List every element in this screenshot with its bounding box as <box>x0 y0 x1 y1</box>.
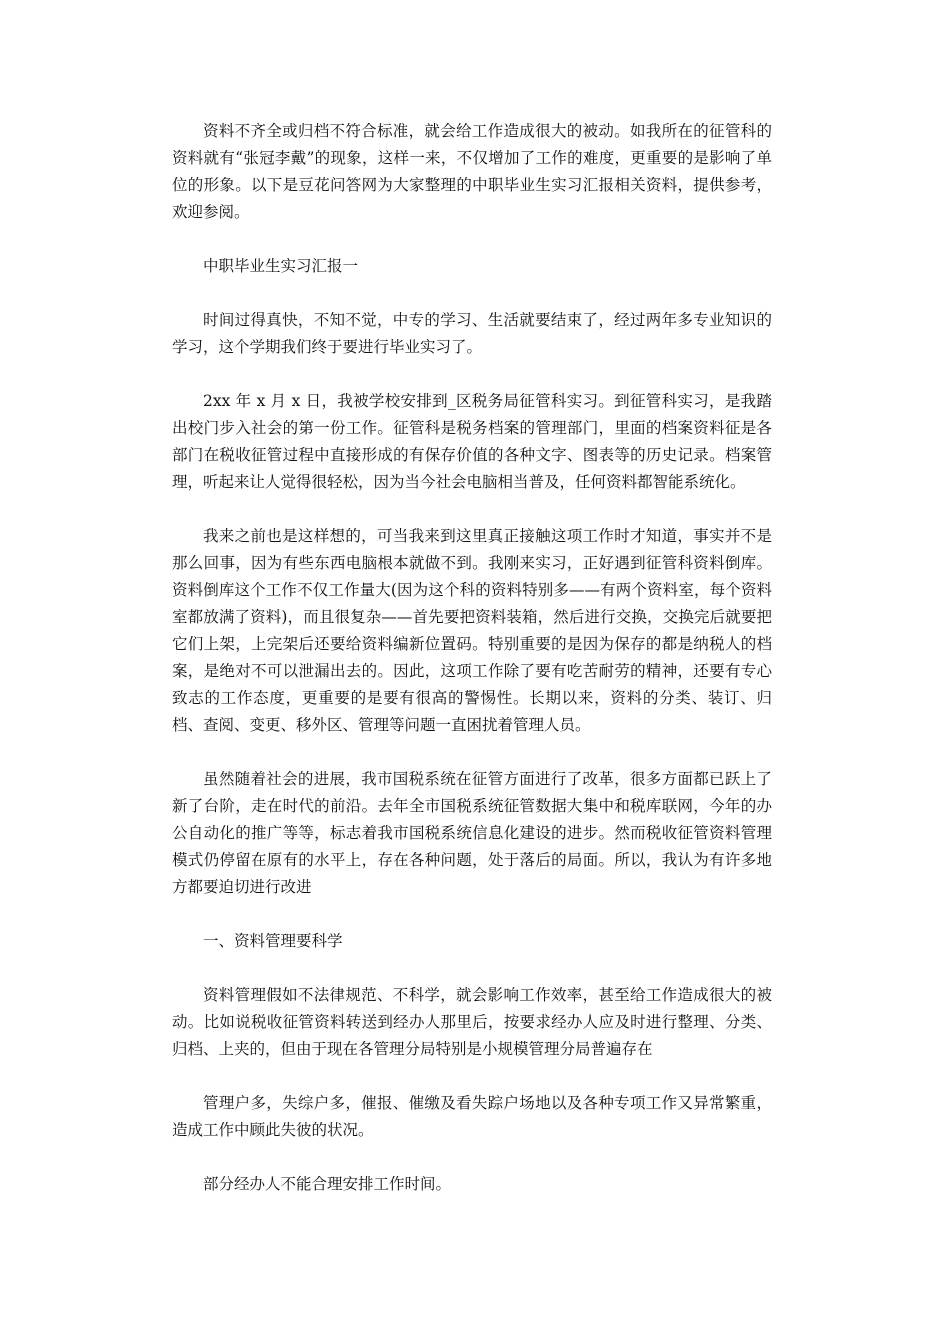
section-heading-data-management: 一、资料管理要科学 <box>203 932 343 950</box>
body-paragraph: 资料管理假如不法律规范、不科学，就会影响工作效率，甚至给工作造成很大的被动。比如说税收征管资料转送到经办人那里后，按要求经办人应及时进行整理、分类、归档、上夹的，但由于现在各管理分局特别是小规模管理分局普遍存在 <box>172 986 772 1058</box>
intro-paragraph: 资料不齐全或归档不符合标准，就会给工作造成很大的被动。如我所在的征管科的资料就有“张冠李戴”的现象，这样一来，不仅增加了工作的难度，更重要的是影响了单位的形象。以下是豆花问答网为大家整理的中职毕业生实习汇报相关资料，提供参考，欢迎参阅。 <box>172 122 772 221</box>
body-paragraph: 虽然随着社会的进展，我市国税系统在征管方面进行了改革，很多方面都已跃上了新了台阶，走在时代的前沿。去年全市国税系统征管数据大集中和税库联网，今年的办公自动化的推广等等，标志着我市国税系统信息化建设的进步。然而税收征管资料管理模式仍停留在原有的水平上，存在各种问题，处于落后的局面。所以，我认为有许多地方都要迫切进行改进 <box>172 770 772 896</box>
document-body <box>172 118 772 1225</box>
body-paragraph: 部分经办人不能合理安排工作时间。 <box>203 1175 452 1193</box>
section-heading-report-one: 中职毕业生实习汇报一 <box>203 257 359 275</box>
body-paragraph: 管理户多，失综户多，催报、催缴及看失踪户场地以及各种专项工作又异常繁重，造成工作中顾此失彼的状况。 <box>172 1094 772 1139</box>
body-paragraph: 2xx 年 x 月 x 日，我被学校安排到_区税务局征管科实习。到征管科实习，是我踏出校门步入社会的第一份工作。征管科是税务档案的管理部门，里面的档案资料征是各部门在税收征管过程中直接形成的有保存价值的各种文字、图表等的历史记录。档案管理，听起来让人觉得很轻松，因为当今社会电脑相当普及，任何资料都智能系统化。 <box>172 392 772 491</box>
body-paragraph: 时间过得真快，不知不觉，中专的学习、生活就要结束了，经过两年多专业知识的学习，这个学期我们终于要进行毕业实习了。 <box>172 311 772 356</box>
body-paragraph: 我来之前也是这样想的，可当我来到这里真正接触这项工作时才知道，事实并不是那么回事，因为有些东西电脑根本就做不到。我刚来实习，正好遇到征管科资料倒库。资料倒库这个工作不仅工作量大(因为这个科的资料特别多——有两个资料室，每个资料室都放满了资料)，而且很复杂——首先要把资料装箱，然后进行交换，交换完后就要把它们上架，上完架后还要给资料编新位置码。特别重要的是因为保存的都是纳税人的档案，是绝对不可以泄漏出去的。因此，这项工作除了要有吃苦耐劳的精神，还要有专心致志的工作态度，更重要的是要有很高的警惕性。长期以来，资料的分类、装订、归档、查阅、变更、移外区、管理等问题一直困扰着管理人员。 <box>172 527 772 734</box>
